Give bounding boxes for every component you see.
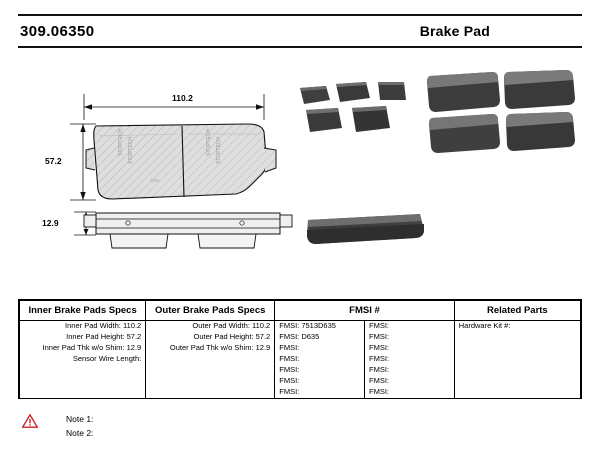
fmsi-left-5 [275, 376, 365, 387]
outer-spec-blank-1 [146, 376, 275, 387]
fmsi-left-label-3: FMSI: [279, 354, 300, 363]
column-header-inner: Inner Brake Pads Specs [20, 301, 146, 321]
svg-text:STOPTECH: STOPTECH [216, 136, 222, 164]
column-header-outer: Outer Brake Pads Specs [146, 301, 275, 321]
pad-front-view [86, 124, 276, 199]
outer-spec-1 [146, 332, 275, 343]
specs-table [18, 299, 582, 399]
drawing-canvas [0, 52, 600, 287]
inner-spec-0 [20, 321, 146, 333]
inner-spec-blank-2 [20, 387, 146, 398]
fmsi-right-label-1: FMSI: [368, 332, 389, 341]
outer-spec-3 [146, 354, 275, 365]
table-header-row [20, 301, 581, 321]
inner-spec-blank-0 [20, 365, 146, 376]
fmsi-left-4 [275, 365, 365, 376]
table-row [20, 343, 581, 354]
fmsi-right-label-6: FMSI: [368, 387, 389, 396]
fmsi-left-0 [275, 321, 365, 333]
fmsi-right-2 [364, 343, 454, 354]
fmsi-left-value-1: D635 [301, 332, 320, 341]
note-1-label: Note 1: [66, 414, 94, 424]
fmsi-left-6 [275, 387, 365, 398]
hardware-photo-group [300, 82, 406, 132]
table-row [20, 387, 581, 398]
fmsi-left-3 [275, 354, 365, 365]
note-2-row [18, 426, 582, 440]
fmsi-right-4 [364, 365, 454, 376]
related-part-4 [454, 365, 580, 376]
related-part-label-0: Hardware Kit #: [458, 321, 511, 330]
related-part-1 [454, 332, 580, 343]
inner-spec-value-0: 110.2 [123, 321, 142, 330]
table-row [20, 321, 581, 333]
svg-text:20M: 20M [150, 178, 159, 183]
svg-text:STOPTECH: STOPTECH [128, 136, 134, 164]
related-part-0 [454, 321, 580, 333]
outer-spec-label-1: Outer Pad Height: [193, 332, 254, 341]
outer-spec-label-0: Outer Pad Width: [192, 321, 250, 330]
document-header [18, 14, 582, 48]
svg-text:STOPTECH: STOPTECH [206, 128, 212, 156]
inner-spec-value-2: 12.9 [126, 343, 142, 352]
inner-spec-label-2: Inner Pad Thk w/o Shim: [42, 343, 125, 352]
outer-spec-value-1: 57.2 [255, 332, 271, 341]
page-title: Brake Pad [419, 23, 490, 39]
brake-pad-edge-photo [307, 214, 424, 244]
inner-spec-label-0: Inner Pad Width: [65, 321, 121, 330]
fmsi-left-value-0: 7513D635 [301, 321, 336, 330]
column-header-fmsi: FMSI # [275, 301, 455, 321]
outer-spec-blank-2 [146, 387, 275, 398]
outer-spec-0 [146, 321, 275, 333]
technical-drawing [0, 52, 600, 287]
fmsi-left-1 [275, 332, 365, 343]
fmsi-left-label-5: FMSI: [279, 376, 300, 385]
related-part-5 [454, 376, 580, 387]
inner-spec-label-3: Sensor Wire Length: [72, 354, 142, 363]
height-dimension-label: 57.2 [45, 156, 62, 166]
notes-section [18, 412, 582, 440]
inner-spec-blank-1 [20, 376, 146, 387]
fmsi-left-label-0: FMSI: [279, 321, 300, 330]
fmsi-right-label-4: FMSI: [368, 365, 389, 374]
fmsi-right-1 [364, 332, 454, 343]
fmsi-right-label-3: FMSI: [368, 354, 389, 363]
outer-spec-value-2: 12.9 [255, 343, 271, 352]
fmsi-left-2 [275, 343, 365, 354]
outer-spec-label-2: Outer Pad Thk w/o Shim: [169, 343, 254, 352]
thickness-dimension-label: 12.9 [42, 218, 59, 228]
outer-spec-value-0: 110.2 [252, 321, 271, 330]
related-part-6 [454, 387, 580, 398]
table-row [20, 354, 581, 365]
inner-spec-2 [20, 343, 146, 354]
fmsi-left-label-2: FMSI: [279, 343, 300, 352]
part-number: 309.06350 [20, 22, 95, 40]
inner-spec-label-1: Inner Pad Height: [66, 332, 125, 341]
fmsi-right-label-2: FMSI: [368, 343, 389, 352]
fmsi-right-0 [364, 321, 454, 333]
fmsi-left-label-4: FMSI: [279, 365, 300, 374]
related-part-2 [454, 343, 580, 354]
fmsi-right-3 [364, 354, 454, 365]
note-2-label: Note 2: [66, 428, 94, 438]
brake-pad-photo-group [427, 70, 575, 153]
outer-spec-blank-0 [146, 365, 275, 376]
fmsi-right-5 [364, 376, 454, 387]
inner-spec-value-1: 57.2 [126, 332, 142, 341]
column-header-related: Related Parts [454, 301, 580, 321]
table-row [20, 332, 581, 343]
fmsi-right-label-0: FMSI: [368, 321, 389, 330]
fmsi-left-label-6: FMSI: [279, 387, 300, 396]
fmsi-left-label-1: FMSI: [279, 332, 300, 341]
inner-spec-1 [20, 332, 146, 343]
note-1-row [18, 412, 582, 426]
table-row [20, 376, 581, 387]
fmsi-right-label-5: FMSI: [368, 376, 389, 385]
width-dimension-label: 110.2 [172, 93, 193, 103]
pad-edge-view [84, 213, 292, 248]
inner-spec-3 [20, 354, 146, 365]
outer-spec-2 [146, 343, 275, 354]
fmsi-right-6 [364, 387, 454, 398]
related-part-3 [454, 354, 580, 365]
table-row [20, 365, 581, 376]
svg-text:STOPTECH: STOPTECH [118, 128, 124, 156]
